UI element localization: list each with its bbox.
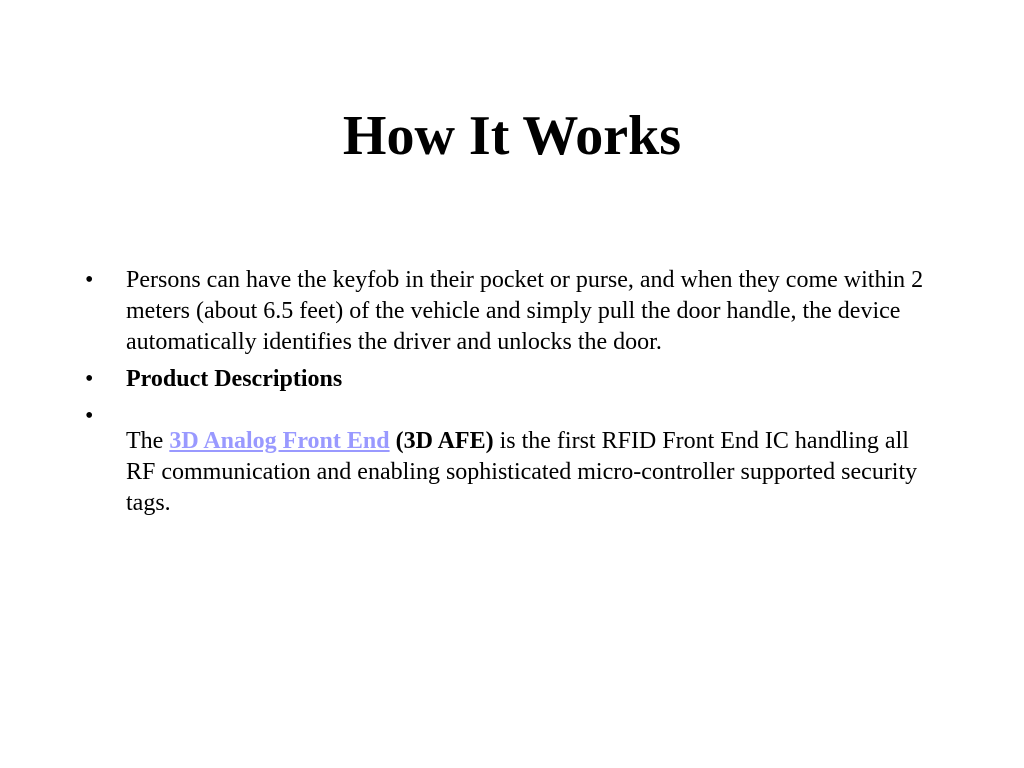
afe-description-text: is the first RFID Front End IC handling all RF communication and enabling sophisticated micro-controller supported security tags. xyxy=(126,428,918,516)
bullet-item-3d-afe xyxy=(85,401,935,519)
bullet-icon: • xyxy=(85,267,94,293)
bullet-text-3d-afe xyxy=(126,426,935,519)
analog-front-end-link[interactable]: 3D Analog Front End xyxy=(169,428,390,454)
afe-prefix-text: The xyxy=(126,428,170,454)
bullet-text-keyfob: Persons can have the keyfob in their pocket or purse, and when they come within 2 meters (about 6.5 feet) of the vehicle and simply pull the door handle, the device automatically identifies the driver and unlocks the door. xyxy=(126,267,924,355)
bullet-item-keyfob xyxy=(85,265,935,358)
bullet-item-product-descriptions xyxy=(85,364,935,395)
bullet-list xyxy=(85,265,935,525)
bullet-spacer xyxy=(126,401,935,426)
bullet-icon: • xyxy=(85,366,94,392)
bullet-icon: • xyxy=(85,403,94,429)
slide-title: How It Works xyxy=(342,105,682,167)
afe-abbreviation: (3D AFE) xyxy=(395,428,494,454)
bullet-text-product-descriptions: Product Descriptions xyxy=(126,366,343,392)
